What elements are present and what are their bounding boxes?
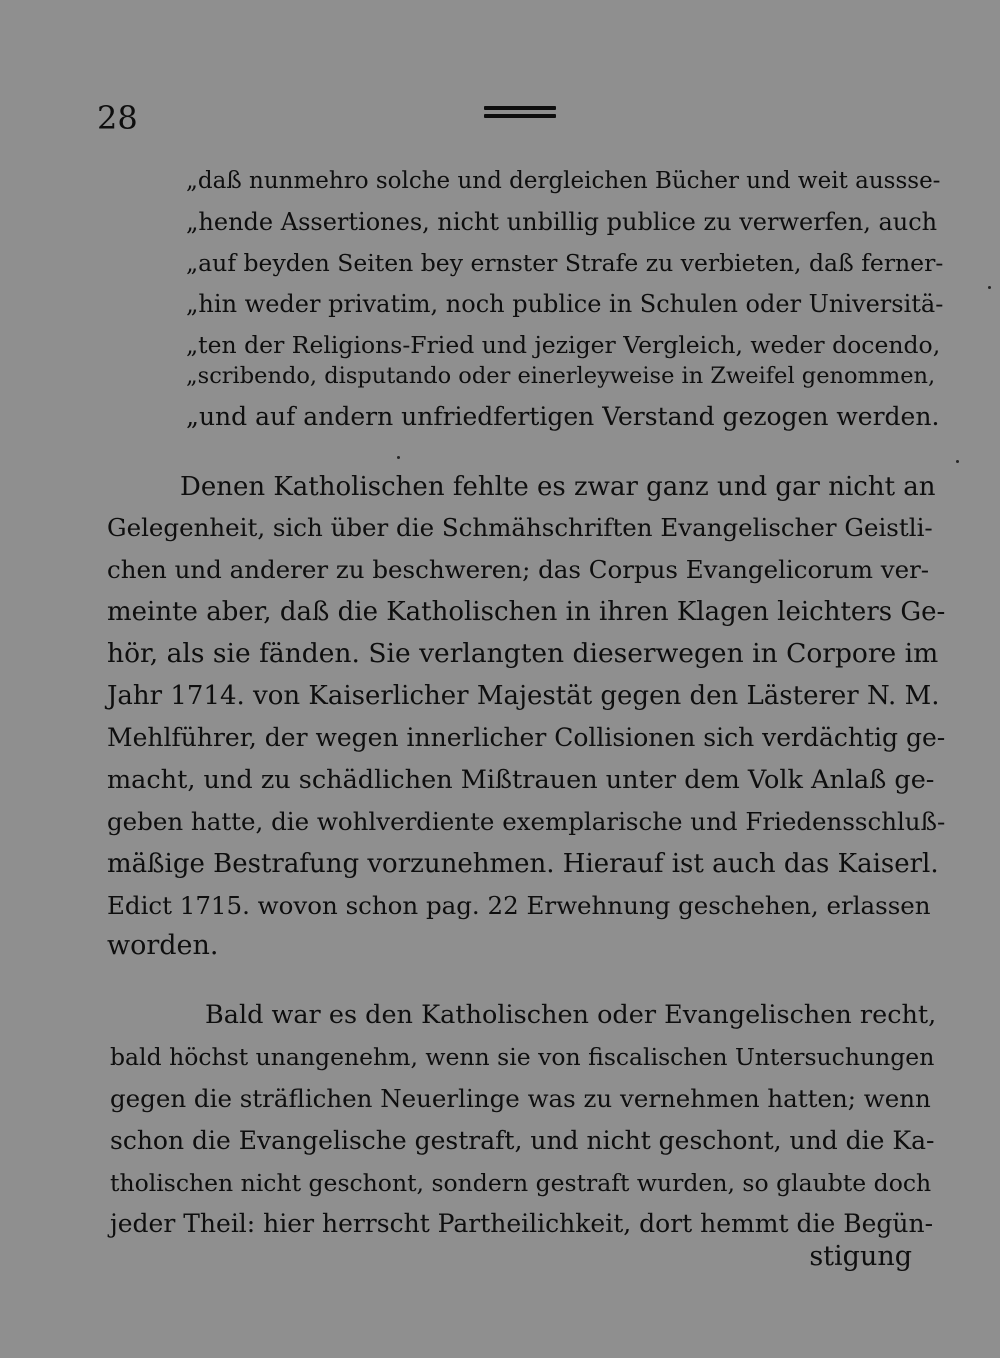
text-line: chen und anderer zu beschweren; das Corpus Evangelicorum ver- — [107, 555, 930, 584]
scan-speck — [988, 286, 991, 289]
text-line: gegen die sträflichen Neuerlinge was zu vernehmen hatten; wenn — [110, 1084, 931, 1113]
text-line: „ten der Religions-Fried und jeziger Vergleich, weder docendo, — [186, 331, 941, 359]
text-line: Bald war es den Katholischen oder Evangelischen recht, — [205, 1000, 937, 1030]
text-line: macht, und zu schädlichen Mißtrauen unter dem Volk Anlaß ge- — [107, 765, 935, 795]
text-line: bald höchst unangenehm, wenn sie von fiscalischen Untersuchungen — [110, 1043, 935, 1071]
text-line: Gelegenheit, sich über die Schmähschriften Evangelischer Geistli- — [107, 513, 933, 542]
text-line: geben hatte, die wohlverdiente exemplarische und Friedensschluß- — [107, 807, 946, 836]
text-line: „hin weder privatim, noch publice in Schulen oder Universitä- — [186, 290, 944, 318]
scan-speck — [397, 456, 400, 459]
text-line: „auf beyden Seiten bey ernster Strafe zu verbieten, daß ferner- — [186, 249, 944, 277]
text-line: Mehlführer, der wegen innerlicher Collisionen sich verdächtig ge- — [107, 723, 946, 752]
text-line: worden. — [107, 930, 219, 961]
text-line: „daß nunmehro solche und dergleichen Bücher und weit aussse- — [186, 168, 941, 194]
text-line: hör, als sie fänden. Sie verlangten dieserwegen in Corpore im — [107, 638, 939, 669]
text-line: jeder Theil: hier herrscht Partheilichkeit, dort hemmt die Begün- — [110, 1209, 934, 1238]
scan-speck — [956, 460, 959, 463]
text-line: „und auf andern unfriedfertigen Verstand gezogen werden. — [186, 402, 940, 431]
text-line: „scribendo, disputando oder einerleyweise in Zweifel genommen, — [186, 363, 936, 389]
text-line: Jahr 1714. von Kaiserlicher Majestät gegen den Lästerer N. M. — [107, 681, 940, 711]
text-line: mäßige Bestrafung vorzunehmen. Hierauf ist auch das Kaiserl. — [107, 849, 939, 879]
text-line: schon die Evangelische gestraft, und nicht geschont, und die Ka- — [110, 1126, 935, 1155]
text-line: „hende Assertiones, nicht unbillig publice zu verwerfen, auch — [186, 208, 938, 236]
page-number: 28 — [97, 99, 138, 137]
catchword: stigung — [809, 1241, 912, 1272]
text-line: Denen Katholischen fehlte es zwar ganz und gar nicht an — [180, 472, 936, 502]
text-line: Edict 1715. wovon schon pag. 22 Erwehnung geschehen, erlassen — [107, 891, 931, 920]
text-line: meinte aber, daß die Katholischen in ihren Klagen leichters Ge- — [107, 597, 946, 627]
header-rule-bar — [484, 114, 556, 118]
header-rule-bar — [484, 106, 556, 110]
text-line: tholischen nicht geschont, sondern gestraft wurden, so glaubte doch — [110, 1169, 932, 1197]
header-rule — [484, 106, 556, 122]
